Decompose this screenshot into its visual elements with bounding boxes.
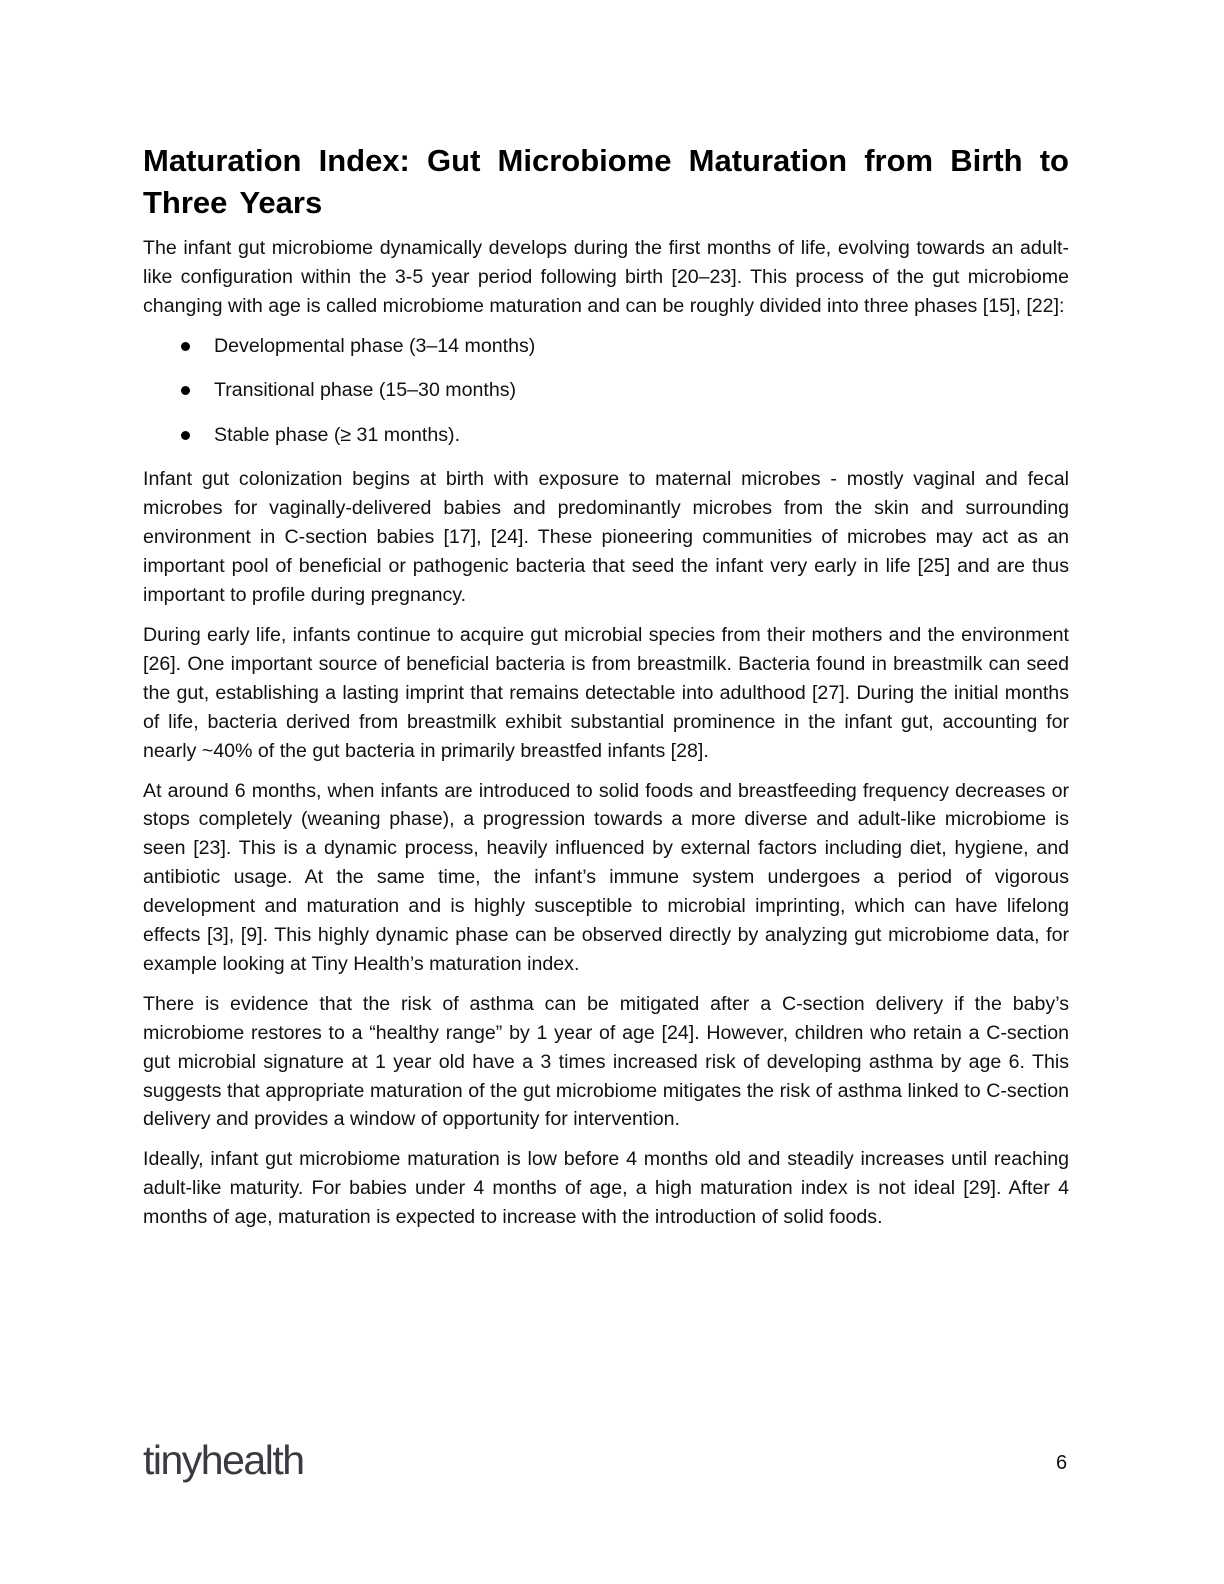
phase-label: Transitional phase (15–30 months) <box>214 379 517 402</box>
body-paragraph: Infant gut colonization begins at birth with exposure to maternal microbes - mostly vaginal and fecal microbes for vaginally-delivered babies and predominantly microbes from the skin and surrounding environment in C-section babies [17], [24]. These pioneering communities of microbes may act as an important pool of beneficial or pathogenic bacteria that seed the infant very early in life [25] and are thus important to profile during pregnancy. <box>143 468 1069 607</box>
document-page <box>143 140 1069 1243</box>
body-paragraph: During early life, infants continue to acquire gut microbial species from their mothers and the environment [26]. One important source of beneficial bacteria is from breastmilk. Bacteria found in breastmilk can seed the gut, establishing a lasting imprint that remains detectable into adulthood [27]. During the initial months of life, bacteria derived from breastmilk exhibit substantial prominence in the infant gut, accounting for nearly ~40% of the gut bacteria in primarily breastfed infants [28]. <box>143 623 1069 762</box>
list-item <box>143 421 1069 450</box>
body-paragraph: At around 6 months, when infants are introduced to solid foods and breastfeeding frequency decreases or stops completely (weaning phase), a progression towards a more diverse and adult-like microbiome is seen [23]. This is a dynamic process, heavily influenced by external factors including diet, hygiene, and antibiotic usage. At the same time, the infant’s immune system undergoes a period of vigorous development and maturation and is highly susceptible to microbial imprinting, which can have lifelong effects [3], [9]. This highly dynamic phase can be observed directly by analyzing gut microbiome data, for example looking at Tiny Health’s maturation index. <box>143 779 1069 975</box>
bullet-icon <box>181 342 190 351</box>
phase-label: Developmental phase (3–14 months) <box>214 334 536 357</box>
list-item <box>143 376 1069 405</box>
intro-paragraph: The infant gut microbiome dynamically develops during the first months of life, evolving towards an adult-like configuration within the 3-5 year period following birth [20–23]. This process of the gut microbiome changing with age is called microbiome maturation and can be roughly divided into three phases [15], [22]: <box>143 237 1069 317</box>
tinyhealth-logo: tinyhealth <box>143 1437 304 1483</box>
phases-list <box>143 332 1069 450</box>
body-paragraph: There is evidence that the risk of asthma can be mitigated after a C-section delivery if the baby’s microbiome restores to a “healthy range” by 1 year of age [24]. However, children who retain a C-section gut microbial signature at 1 year old have a 3 times increased risk of developing asthma by age 6. This suggests that appropriate maturation of the gut microbiome mitigates the risk of asthma linked to C-section delivery and provides a window of opportunity for intervention. <box>143 992 1069 1131</box>
list-item <box>143 332 1069 361</box>
body-paragraph: Ideally, infant gut microbiome maturation is low before 4 months old and steadily increases until reaching adult-like maturity. For babies under 4 months of age, a high maturation index is not ideal [29]. After 4 months of age, maturation is expected to increase with the introduction of solid foods. <box>143 1148 1069 1229</box>
phase-label: Stable phase (≥ 31 months). <box>214 423 461 446</box>
bullet-icon <box>181 431 190 440</box>
page-number: 6 <box>1056 1452 1068 1474</box>
page-title: Maturation Index: Gut Microbiome Maturation from Birth to Three Years <box>143 143 1069 220</box>
bullet-icon <box>181 386 190 395</box>
